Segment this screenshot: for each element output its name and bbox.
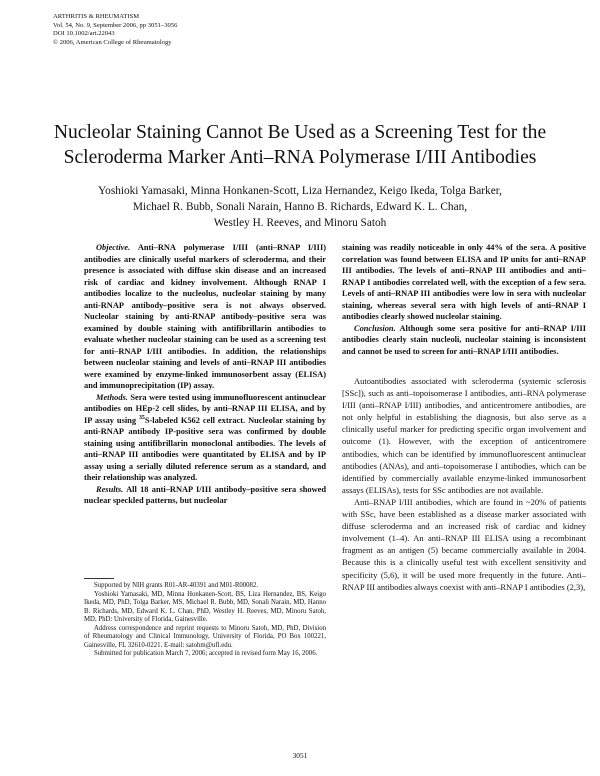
journal-copyright: © 2006, American College of Rheumatology [53, 39, 172, 47]
journal-volume: Vol. 54, No. 9, September 2006, pp 3051–3056 [53, 21, 178, 29]
affiliations-note: Yoshioki Yamasaki, MD, Minna Honkanen-Scott, BS, Liza Hernandez, BS, Keigo Ikeda, MD, PhD, Tolga Barker, MS, Michael R. Bubb, MD, Sonali Narain, MD, Hanno B. Richards, MD, Edward K. L. Chan, PhD, Westley H. Reeves, MD, Minoru Satoh, MD, PhD: University of Florida, Gainesville. [84, 590, 326, 623]
footnote-rule [84, 578, 114, 579]
page-number: 3051 [292, 751, 308, 760]
correspondence-note: Address correspondence and reprint requests to Minoru Satoh, MD, PhD, Division of Rheumatology and Clinical Immunology, University of Florida, PO Box 100221, Gainesville, FL 32610-0221. E-mail: satohm@ufl.edu. [84, 624, 326, 649]
abstract-results-part2: staining was readily noticeable in only 44% of the sera. A positive correlation was found between ELISA and IP units for anti–RNAP III antibodies. The levels of anti–RNAP III antibodies and anti–RNAP I antibodies correlated well, with the exception of a few sera. Levels of anti–RNAP III antibodies were low in sera with nucleolar staining, whereas several sera with high levels of anti–RNAP I antibodies clearly showed nucleolar staining. [342, 243, 586, 321]
isotope-superscript: 35 [138, 414, 145, 421]
author-list [40, 183, 560, 231]
conclusion-text: Although some sera positive for anti–RNAP I/III antibodies clearly stain nucleoli, nucleolar staining is inconsistent and cannot be used to screen for anti–RNAP I/III antibodies. [342, 323, 586, 356]
footnotes [84, 582, 326, 659]
intro-paragraph-2: Anti–RNAP I/III antibodies, which are found in ~20% of patients with SSc, have been established as a disease marker associated with diffuse scleroderma and an increased risk of cardiac and kidney involvement (1–4). An anti–RNAP III ELISA using a recombinant fragment as an antigen (5) became commercially available in 2004. Because this is a clinically useful test with excellent sensitivity and specificity (5,6), it will be used more frequently in the future. Anti–RNAP III antibodies always coexist with anti–RNAP I antibodies (2,3), [342, 496, 586, 592]
authors-line-2: Michael R. Bubb, Sonali Narain, Hanno B. Richards, Edward K. L. Chan, [132, 201, 468, 213]
objective-text: Anti–RNA polymerase I/III (anti–RNAP I/III) antibodies are clinically useful markers of scleroderma, and their presence is associated with diffuse skin disease and an increased risk of cardiac and kidney involvement. Although RNAP I antibodies localize to the nucleolus, nucleolar staining by many anti-RNAP antibody–positive sera is not always observed. Nucleolar staining by anti-RNAP antibody–positive sera was examined by double staining with antifibrillarin antibodies to evaluate whether nucleolar staining can be used as a screening test for anti–RNAP I/III antibodies. In addition, the relationships between nucleolar staining and levels of anti–RNAP III antibodies were examined by enzyme-linked immunosorbent assay (ELISA) and immunoprecipitation (IP) assay. [84, 243, 326, 390]
right-column [342, 242, 586, 593]
abstract-methods [84, 392, 326, 484]
methods-text-a: Sera were tested using immunofluorescent antinuclear antibodies on HEp-2 cell slides, by anti–RNAP III ELISA, and by IP assay using [84, 392, 327, 425]
objective-label: Objective. [96, 243, 131, 252]
authors-line-3: Westley H. Reeves, and Minoru Satoh [213, 217, 387, 229]
journal-header [53, 13, 353, 48]
authors-line-1: Yoshioki Yamasaki, Minna Honkanen-Scott, Liza Hernandez, Keigo Ikeda, Tolga Barker, [98, 185, 502, 197]
conclusion-label: Conclusion. [354, 323, 396, 333]
abstract-results-part1 [84, 484, 326, 507]
submission-note: Submitted for publication March 7, 2006; accepted in revised form May 16, 2006. [94, 650, 318, 657]
methods-text-b: S-labeled K562 cell extract. Nucleolar staining by anti-RNAP antibody IP-positive sera was confirmed by double staining using antifibrillarin monoclonal antibodies. The levels of anti–RNAP III antibodies were quantitated by ELISA and by IP assay using a serially diluted reference serum as a standard, and their relationship was analyzed. [84, 415, 326, 482]
funding-note: Supported by NIH grants R01-AR-40391 and M01-R00082. [94, 582, 259, 589]
left-column [84, 242, 326, 507]
abstract-objective [84, 242, 326, 392]
title-line-2: Scleroderma Marker Anti–RNA Polymerase I/III Antibodies [63, 147, 537, 168]
journal-doi: DOI 10.1002/art.22043 [53, 30, 115, 38]
abstract-conclusion [342, 323, 586, 358]
results-label: Results. [96, 484, 124, 494]
journal-name: ARTHRITIS & RHEUMATISM [53, 13, 140, 20]
intro-paragraph-1: Autoantibodies associated with scleroderma (systemic sclerosis [SSc]), such as anti–topoisomerase I antibodies, anti–RNA polymerase I/III (anti–RNAP I/III) antibodies, and anticentromere antibodies, are not only helpful in establishing the diagnosis, but also serve as a clinically useful marker for predicting specific organ involvement and outcome (1). However, with the exception of anticentromere antibodies, which can be identified by immunofluorescent antinuclear antibodies (ANAs), and anti–topoisomerase I antibodies, which can be identified by commercially available enzyme-linked immunosorbent assays (ELISAs), tests for SSc antibodies are not available. [342, 376, 586, 495]
methods-label: Methods. [96, 392, 128, 402]
title-line-1: Nucleolar Staining Cannot Be Used as a Screening Test for the [53, 122, 547, 143]
article-title [20, 120, 580, 170]
results-text-a: All 18 anti–RNAP I/III antibody–positive sera showed nuclear speckled patterns, but nucleolar [84, 484, 326, 505]
